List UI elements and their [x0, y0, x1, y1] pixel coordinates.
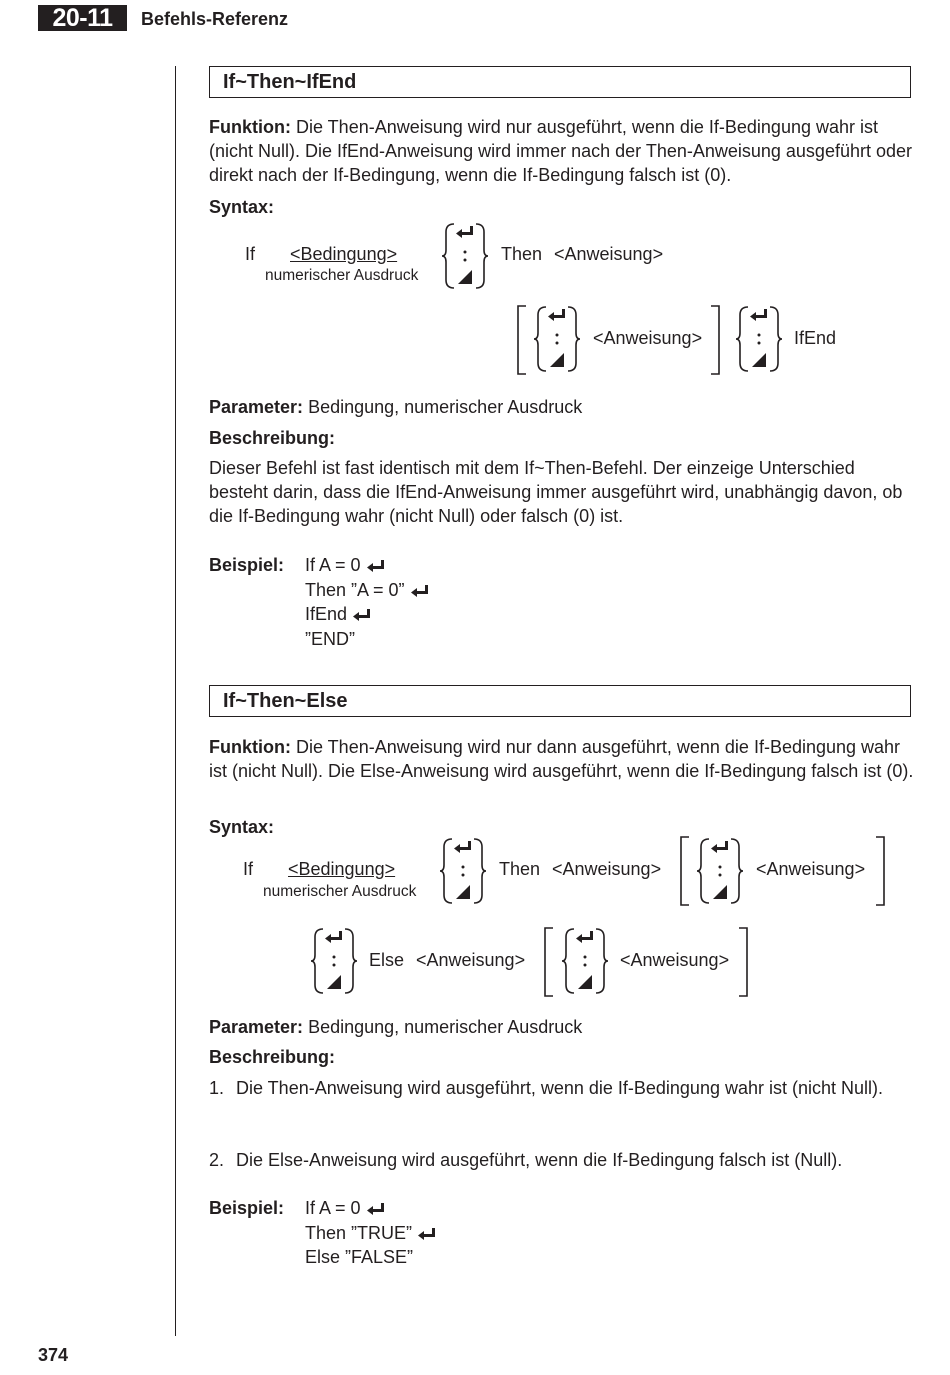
code-line: IfEnd: [305, 602, 429, 627]
code-line: If A = 0: [305, 553, 429, 578]
syntax-else-keyword: Else: [369, 950, 405, 970]
parameter-text: Bedingung, numerischer Ausdruck: [308, 1017, 583, 1037]
enter-icon: [418, 1228, 436, 1240]
enter-icon: [411, 585, 429, 597]
separator-brace-icon: [736, 305, 784, 375]
enter-icon: [367, 1203, 385, 1215]
separator-brace-icon: [697, 837, 745, 907]
funktion-label: Funktion:: [209, 117, 291, 137]
beschreibung-list-item: 1. Die Then-Anweisung wird ausgeführt, wenn die If-Bedingung wahr ist (nicht Null).: [209, 1078, 883, 1098]
syntax-condition-note: numerischer Ausdruck: [265, 267, 419, 284]
separator-brace-icon: [440, 837, 488, 907]
optional-bracket-right-icon: [874, 836, 886, 906]
funktion-paragraph: [209, 115, 919, 187]
parameter-label: Parameter:: [209, 397, 304, 417]
code-line: Then ”TRUE”: [305, 1221, 436, 1246]
syntax-then-keyword: Then: [499, 859, 541, 879]
syntax-statement: <Anweisung>: [620, 950, 730, 970]
section-title-if-then-else: If~Then~Else: [209, 685, 911, 717]
funktion-paragraph: [209, 735, 915, 783]
syntax-statement: <Anweisung>: [552, 859, 662, 879]
optional-bracket-left-icon: [679, 836, 691, 906]
beispiel-code: [305, 1196, 436, 1270]
code-line: If A = 0: [305, 1196, 436, 1221]
enter-icon: [353, 609, 371, 621]
syntax-then-keyword: Then: [501, 244, 543, 264]
beschreibung-label: Beschreibung:: [209, 428, 336, 448]
funktion-label: Funktion:: [209, 737, 291, 757]
syntax-statement: <Anweisung>: [756, 859, 866, 879]
parameter-label: Parameter:: [209, 1017, 304, 1037]
beschreibung-list-item: 2. Die Else-Anweisung wird ausgeführt, wenn die If-Bedingung falsch ist (Null).: [209, 1150, 843, 1170]
separator-brace-icon: [534, 305, 582, 375]
enter-icon: [367, 560, 385, 572]
code-line: Then ”A = 0”: [305, 578, 429, 603]
syntax-condition-note: numerischer Ausdruck: [263, 883, 417, 900]
beschreibung-text: Dieser Befehl ist fast identisch mit dem If~Then-Befehl. Der einzeige Unterschied besteht darin, dass die IfEnd-Anweisung immer ausgeführt wird, unabhängig davon, ob die If-Bedingung wahr (nicht Null) oder falsch (0) ist.: [209, 458, 903, 526]
separator-brace-icon: [311, 927, 359, 997]
parameter-paragraph: [209, 1015, 919, 1039]
code-line: ”END”: [305, 628, 355, 649]
parameter-text: Bedingung, numerischer Ausdruck: [308, 397, 583, 417]
syntax-condition: <Bedingung>: [290, 244, 398, 264]
chapter-number: 20-11: [38, 5, 127, 31]
syntax-label: Syntax:: [209, 197, 275, 217]
syntax-statement: <Anweisung>: [554, 244, 664, 264]
page-number: 374: [38, 1345, 69, 1365]
separator-brace-icon: [562, 927, 610, 997]
margin-rule: [175, 66, 176, 1336]
beispiel-label: Beispiel:: [209, 555, 285, 575]
optional-bracket-right-icon: [737, 927, 749, 997]
syntax-ifend-keyword: IfEnd: [794, 328, 837, 348]
code-line: Else ”FALSE”: [305, 1247, 414, 1267]
separator-brace-icon: [442, 222, 490, 292]
funktion-text: Die Then-Anweisung wird nur dann ausgeführt, wenn die If-Bedingung wahr ist (nicht Null). Die Else-Anweisung wird ausgeführt, wenn die If-Bedingung falsch ist (0).: [209, 737, 914, 781]
optional-bracket-right-icon: [709, 305, 721, 375]
syntax-statement: <Anweisung>: [593, 328, 703, 348]
beispiel-label: Beispiel:: [209, 1198, 285, 1218]
section-title-if-then-ifend: If~Then~IfEnd: [209, 66, 911, 98]
chapter-title: Befehls-Referenz: [141, 9, 289, 29]
optional-bracket-left-icon: [543, 927, 555, 997]
optional-bracket-left-icon: [516, 305, 528, 375]
syntax-if-keyword: If: [245, 244, 256, 264]
syntax-statement: <Anweisung>: [416, 950, 526, 970]
parameter-paragraph: [209, 395, 919, 419]
syntax-condition: <Bedingung>: [288, 859, 396, 879]
funktion-text: Die Then-Anweisung wird nur ausgeführt, wenn die If-Bedingung wahr ist (nicht Null). Die IfEnd-Anweisung wird immer nach der Then-Anweisung ausgeführt oder direkt nach der If-Bedingung, wenn die If-Bedingung falsch ist (0).: [209, 117, 913, 185]
syntax-label: Syntax:: [209, 817, 275, 837]
syntax-if-keyword: If: [243, 859, 254, 879]
beschreibung-label: Beschreibung:: [209, 1047, 336, 1067]
beispiel-code: [305, 553, 429, 651]
